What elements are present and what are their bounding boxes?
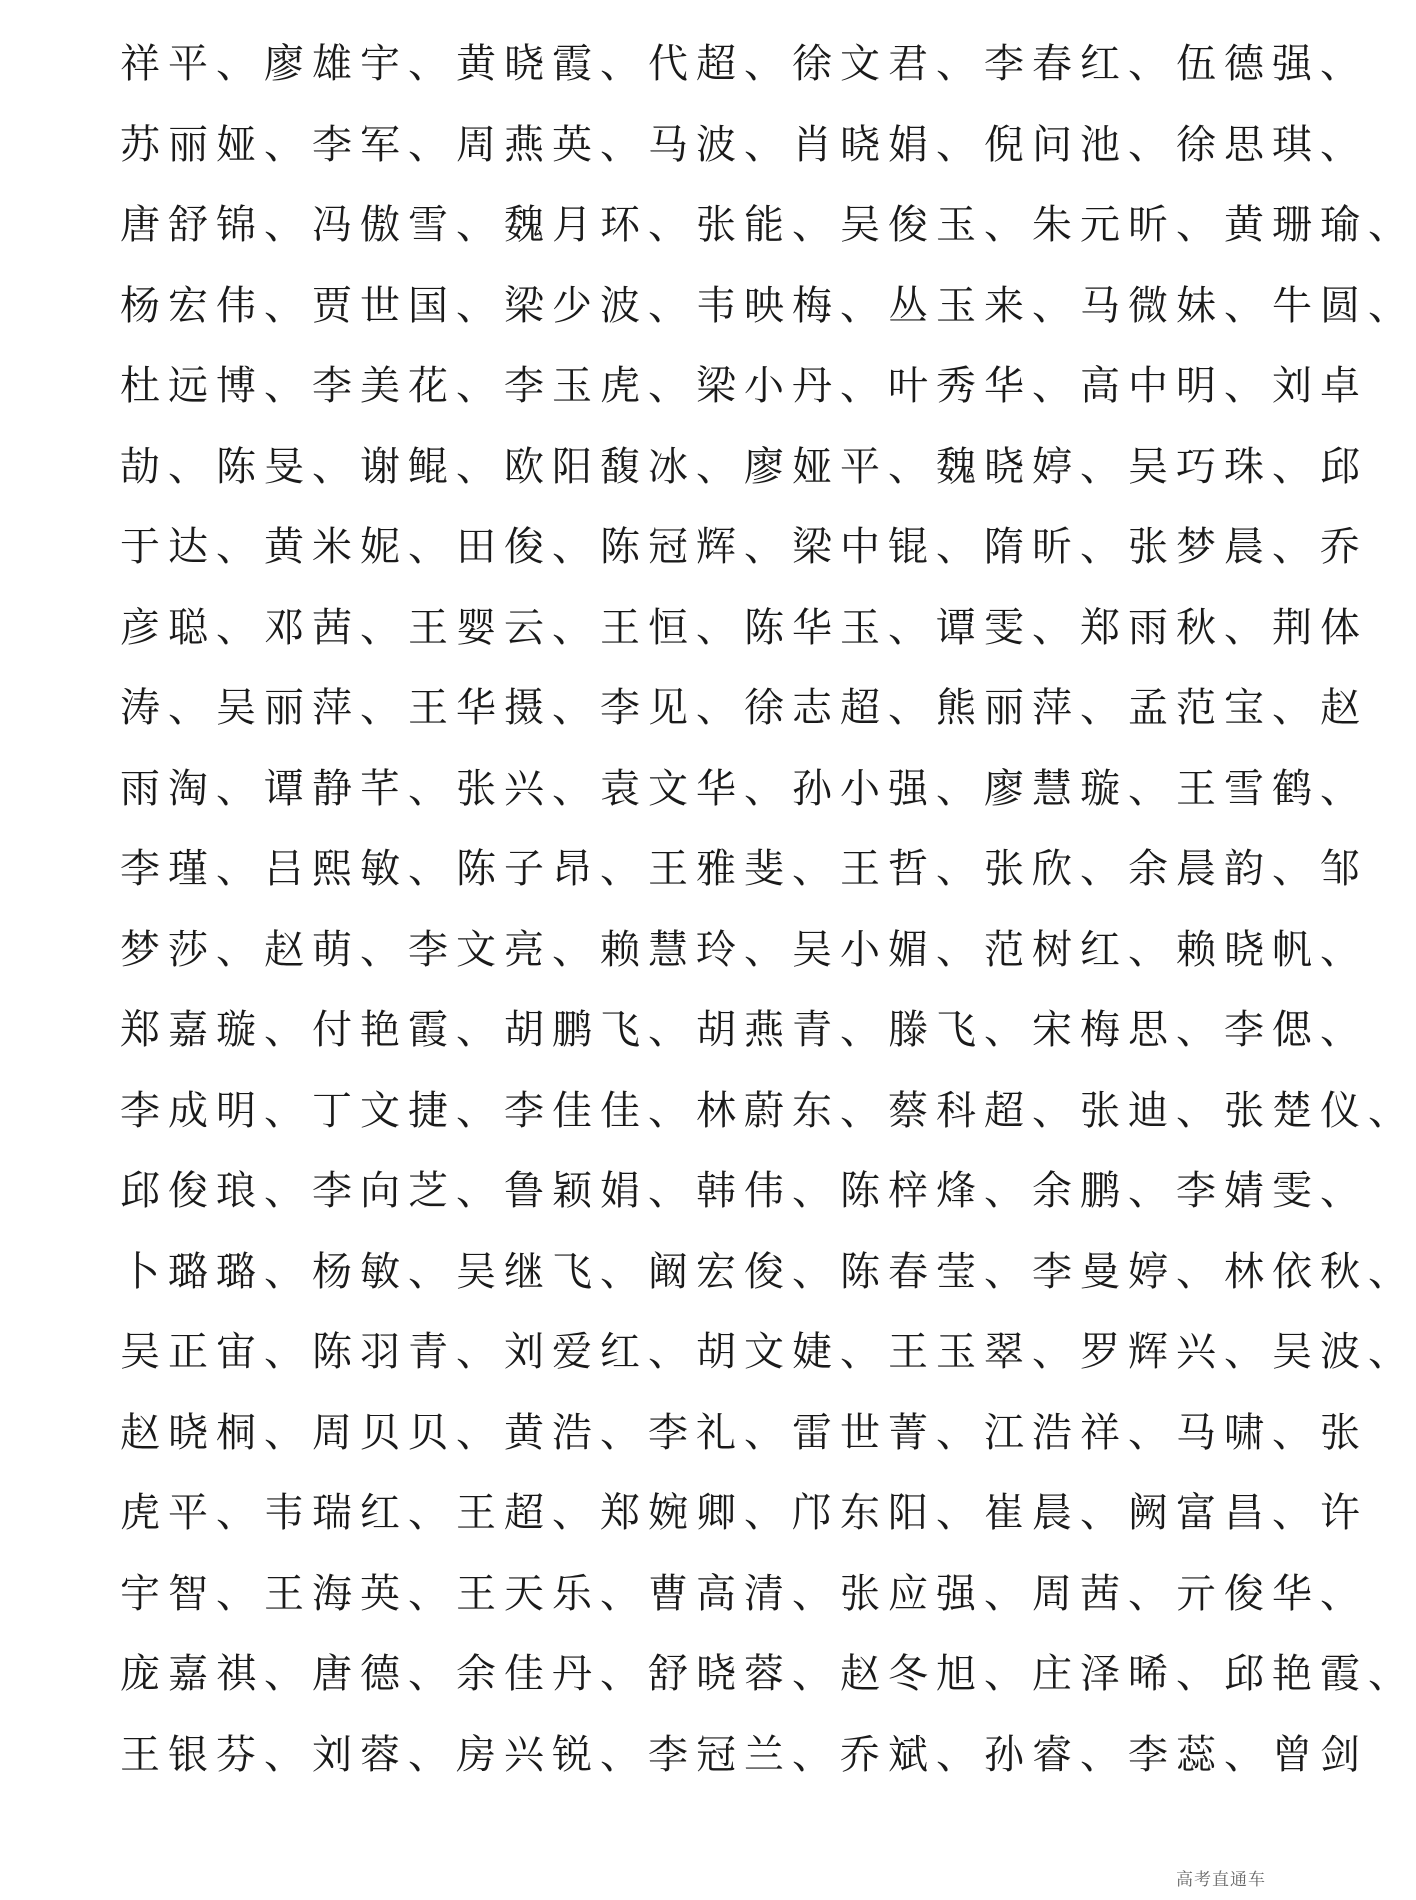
name-line: 雨淘、谭静芊、张兴、袁文华、孙小强、廖慧璇、王雪鹤、 (120, 765, 1368, 812)
name-line: 宇智、王海英、王天乐、曹高清、张应强、周茜、亓俊华、 (120, 1570, 1368, 1617)
name-line: 于达、黄米妮、田俊、陈冠辉、梁中锟、隋昕、张梦晨、乔 (120, 524, 1368, 570)
name-line: 杜远博、李美花、李玉虎、梁小丹、叶秀华、高中明、刘卓 (120, 363, 1368, 409)
name-line: 庞嘉祺、唐德、余佳丹、舒晓蓉、赵冬旭、庄泽晞、邱艳霞、 (120, 1651, 1416, 1697)
name-line: 赵晓桐、周贝贝、黄浩、李礼、雷世菁、江浩祥、马啸、张 (120, 1409, 1368, 1456)
name-line: 杨宏伟、贾世国、梁少波、韦映梅、丛玉来、马微妹、牛圆、 (120, 282, 1416, 329)
name-line: 祥平、廖雄宇、黄晓霞、代超、徐文君、李春红、伍德强、 (120, 41, 1368, 87)
name-line: 虎平、韦瑞红、王超、郑婉卿、邝东阳、崔晨、阙富昌、许 (120, 1490, 1368, 1536)
name-line: 王银芬、刘蓉、房兴锐、李冠兰、乔斌、孙睿、李蕊、曾剑 (120, 1731, 1368, 1778)
name-list (120, 28, 1416, 1799)
name-line: 李成明、丁文捷、李佳佳、林蔚东、蔡科超、张迪、张楚仪、 (120, 1087, 1416, 1134)
name-line: 邱俊琅、李向芝、鲁颖娟、韩伟、陈梓烽、余鹏、李婧雯、 (120, 1168, 1368, 1214)
name-line: 卜璐璐、杨敏、吴继飞、阚宏俊、陈春莹、李曼婷、林依秋、 (120, 1248, 1416, 1295)
name-line: 郑嘉璇、付艳霞、胡鹏飞、胡燕青、滕飞、宋梅思、李偲、 (120, 1007, 1368, 1053)
name-line: 苏丽娅、李军、周燕英、马波、肖晓娟、倪问池、徐思琪、 (120, 121, 1368, 168)
name-line: 吴正宙、陈羽青、刘爱红、胡文婕、王玉翠、罗辉兴、吴波、 (120, 1329, 1416, 1375)
name-line: 唐舒锦、冯傲雪、魏月环、张能、吴俊玉、朱元昕、黄珊瑜、 (120, 202, 1416, 248)
name-line: 劼、陈旻、谢鲲、欧阳馥冰、廖娅平、魏晓婷、吴巧珠、邱 (120, 443, 1368, 490)
name-line: 梦莎、赵萌、李文亮、赖慧玲、吴小媚、范树红、赖晓帆、 (120, 926, 1368, 973)
name-line: 李瑾、吕熙敏、陈子昂、王雅斐、王哲、张欣、余晨韵、邹 (120, 846, 1368, 892)
name-line: 涛、吴丽萍、王华摄、李见、徐志超、熊丽萍、孟范宝、赵 (120, 685, 1368, 731)
watermark: 高考直通车 (1176, 1870, 1266, 1890)
name-line: 彦聪、邓茜、王婴云、王恒、陈华玉、谭雯、郑雨秋、荆体 (120, 604, 1368, 651)
